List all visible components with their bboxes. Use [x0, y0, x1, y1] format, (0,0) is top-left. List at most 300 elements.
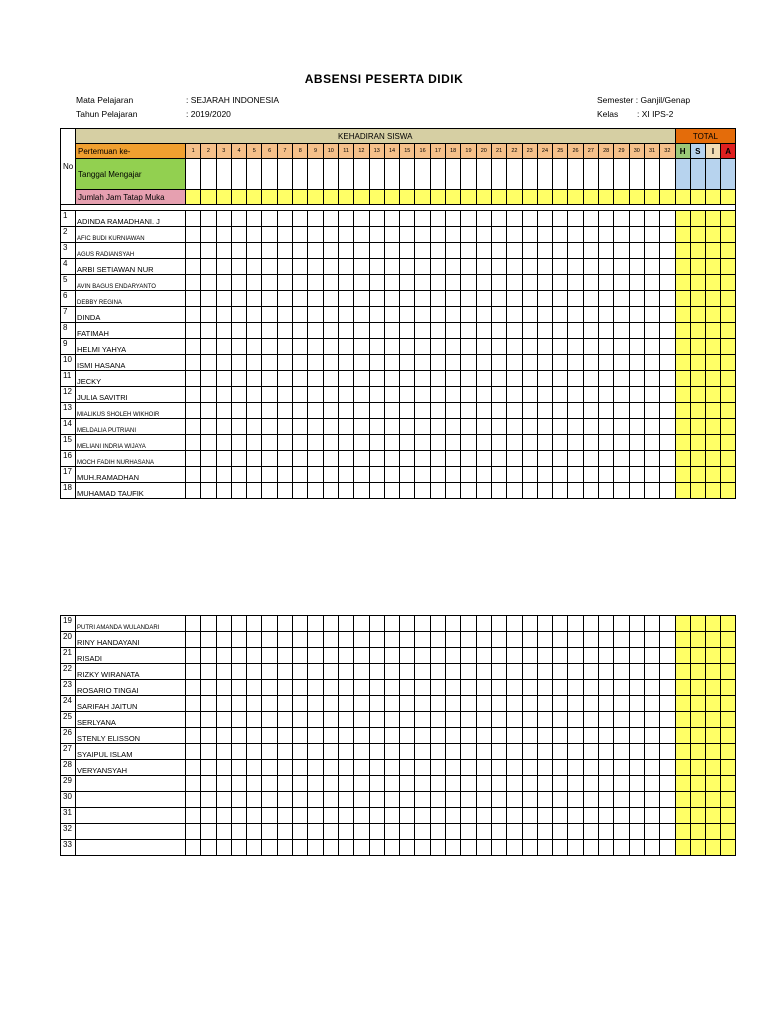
- attendance-cell[interactable]: [400, 435, 415, 451]
- attendance-cell[interactable]: [216, 696, 231, 712]
- attendance-cell[interactable]: [629, 227, 644, 243]
- attendance-cell[interactable]: [308, 275, 323, 291]
- attendance-cell[interactable]: [507, 648, 522, 664]
- hours-cell[interactable]: [262, 190, 277, 205]
- attendance-cell[interactable]: [537, 387, 552, 403]
- attendance-cell[interactable]: [614, 808, 629, 824]
- attendance-cell[interactable]: [507, 792, 522, 808]
- attendance-cell[interactable]: [522, 840, 537, 856]
- attendance-cell[interactable]: [415, 403, 430, 419]
- attendance-cell[interactable]: [583, 291, 598, 307]
- attendance-cell[interactable]: [308, 744, 323, 760]
- attendance-cell[interactable]: [660, 632, 675, 648]
- attendance-cell[interactable]: [614, 616, 629, 632]
- attendance-cell[interactable]: [430, 744, 445, 760]
- attendance-cell[interactable]: [338, 632, 353, 648]
- attendance-cell[interactable]: [415, 467, 430, 483]
- attendance-cell[interactable]: [277, 776, 292, 792]
- attendance-cell[interactable]: [461, 760, 476, 776]
- attendance-cell[interactable]: [400, 275, 415, 291]
- attendance-cell[interactable]: [614, 664, 629, 680]
- attendance-cell[interactable]: [369, 419, 384, 435]
- attendance-cell[interactable]: [522, 259, 537, 275]
- attendance-cell[interactable]: [599, 664, 614, 680]
- attendance-cell[interactable]: [415, 339, 430, 355]
- attendance-cell[interactable]: [430, 403, 445, 419]
- attendance-cell[interactable]: [384, 403, 399, 419]
- attendance-cell[interactable]: [430, 712, 445, 728]
- attendance-cell[interactable]: [293, 371, 308, 387]
- attendance-cell[interactable]: [277, 792, 292, 808]
- attendance-cell[interactable]: [599, 371, 614, 387]
- attendance-cell[interactable]: [476, 664, 491, 680]
- attendance-cell[interactable]: [186, 728, 201, 744]
- attendance-cell[interactable]: [369, 339, 384, 355]
- attendance-cell[interactable]: [354, 632, 369, 648]
- attendance-cell[interactable]: [629, 776, 644, 792]
- attendance-cell[interactable]: [308, 728, 323, 744]
- attendance-cell[interactable]: [247, 728, 262, 744]
- attendance-cell[interactable]: [660, 355, 675, 371]
- attendance-cell[interactable]: [629, 712, 644, 728]
- attendance-cell[interactable]: [415, 243, 430, 259]
- hours-cell[interactable]: [629, 190, 644, 205]
- attendance-cell[interactable]: [338, 435, 353, 451]
- attendance-cell[interactable]: [553, 339, 568, 355]
- attendance-cell[interactable]: [262, 664, 277, 680]
- attendance-cell[interactable]: [400, 483, 415, 499]
- attendance-cell[interactable]: [629, 371, 644, 387]
- attendance-cell[interactable]: [644, 776, 659, 792]
- attendance-cell[interactable]: [262, 648, 277, 664]
- attendance-cell[interactable]: [323, 435, 338, 451]
- attendance-cell[interactable]: [599, 403, 614, 419]
- attendance-cell[interactable]: [216, 483, 231, 499]
- attendance-cell[interactable]: [507, 355, 522, 371]
- attendance-cell[interactable]: [308, 776, 323, 792]
- attendance-cell[interactable]: [583, 776, 598, 792]
- attendance-cell[interactable]: [507, 680, 522, 696]
- attendance-cell[interactable]: [522, 275, 537, 291]
- attendance-cell[interactable]: [491, 291, 506, 307]
- attendance-cell[interactable]: [660, 792, 675, 808]
- attendance-cell[interactable]: [186, 776, 201, 792]
- attendance-cell[interactable]: [369, 403, 384, 419]
- attendance-cell[interactable]: [476, 840, 491, 856]
- attendance-cell[interactable]: [384, 227, 399, 243]
- attendance-cell[interactable]: [461, 696, 476, 712]
- attendance-cell[interactable]: [430, 259, 445, 275]
- attendance-cell[interactable]: [186, 760, 201, 776]
- attendance-cell[interactable]: [415, 419, 430, 435]
- attendance-cell[interactable]: [369, 227, 384, 243]
- attendance-cell[interactable]: [369, 483, 384, 499]
- attendance-cell[interactable]: [186, 371, 201, 387]
- attendance-cell[interactable]: [476, 227, 491, 243]
- attendance-cell[interactable]: [507, 760, 522, 776]
- attendance-cell[interactable]: [354, 680, 369, 696]
- attendance-cell[interactable]: [308, 355, 323, 371]
- attendance-cell[interactable]: [461, 387, 476, 403]
- attendance-cell[interactable]: [614, 840, 629, 856]
- attendance-cell[interactable]: [553, 632, 568, 648]
- hours-cell[interactable]: [354, 190, 369, 205]
- attendance-cell[interactable]: [537, 211, 552, 227]
- attendance-cell[interactable]: [491, 744, 506, 760]
- attendance-cell[interactable]: [354, 648, 369, 664]
- attendance-cell[interactable]: [323, 696, 338, 712]
- attendance-cell[interactable]: [599, 808, 614, 824]
- attendance-cell[interactable]: [430, 680, 445, 696]
- attendance-cell[interactable]: [415, 483, 430, 499]
- attendance-cell[interactable]: [400, 712, 415, 728]
- attendance-cell[interactable]: [216, 467, 231, 483]
- attendance-cell[interactable]: [277, 451, 292, 467]
- attendance-cell[interactable]: [384, 291, 399, 307]
- attendance-cell[interactable]: [446, 760, 461, 776]
- attendance-cell[interactable]: [491, 275, 506, 291]
- attendance-cell[interactable]: [461, 371, 476, 387]
- attendance-cell[interactable]: [354, 776, 369, 792]
- attendance-cell[interactable]: [415, 259, 430, 275]
- attendance-cell[interactable]: [186, 664, 201, 680]
- hours-cell[interactable]: [323, 190, 338, 205]
- attendance-cell[interactable]: [537, 371, 552, 387]
- attendance-cell[interactable]: [491, 227, 506, 243]
- attendance-cell[interactable]: [247, 696, 262, 712]
- attendance-cell[interactable]: [323, 243, 338, 259]
- attendance-cell[interactable]: [476, 776, 491, 792]
- attendance-cell[interactable]: [262, 371, 277, 387]
- attendance-cell[interactable]: [599, 760, 614, 776]
- attendance-cell[interactable]: [553, 371, 568, 387]
- attendance-cell[interactable]: [216, 243, 231, 259]
- attendance-cell[interactable]: [629, 291, 644, 307]
- attendance-cell[interactable]: [660, 680, 675, 696]
- attendance-cell[interactable]: [644, 664, 659, 680]
- attendance-cell[interactable]: [522, 419, 537, 435]
- attendance-cell[interactable]: [430, 291, 445, 307]
- attendance-cell[interactable]: [216, 451, 231, 467]
- attendance-cell[interactable]: [553, 435, 568, 451]
- attendance-cell[interactable]: [369, 291, 384, 307]
- attendance-cell[interactable]: [323, 776, 338, 792]
- attendance-cell[interactable]: [201, 371, 216, 387]
- attendance-cell[interactable]: [476, 211, 491, 227]
- attendance-cell[interactable]: [415, 808, 430, 824]
- attendance-cell[interactable]: [308, 696, 323, 712]
- attendance-cell[interactable]: [599, 648, 614, 664]
- hours-cell[interactable]: [216, 190, 231, 205]
- attendance-cell[interactable]: [537, 632, 552, 648]
- attendance-cell[interactable]: [553, 451, 568, 467]
- attendance-cell[interactable]: [369, 792, 384, 808]
- attendance-cell[interactable]: [461, 275, 476, 291]
- attendance-cell[interactable]: [583, 712, 598, 728]
- attendance-cell[interactable]: [201, 792, 216, 808]
- attendance-cell[interactable]: [446, 792, 461, 808]
- attendance-cell[interactable]: [491, 307, 506, 323]
- attendance-cell[interactable]: [293, 227, 308, 243]
- attendance-cell[interactable]: [614, 387, 629, 403]
- attendance-cell[interactable]: [491, 339, 506, 355]
- attendance-cell[interactable]: [384, 387, 399, 403]
- attendance-cell[interactable]: [400, 243, 415, 259]
- attendance-cell[interactable]: [599, 744, 614, 760]
- attendance-cell[interactable]: [415, 227, 430, 243]
- attendance-cell[interactable]: [338, 616, 353, 632]
- attendance-cell[interactable]: [231, 467, 246, 483]
- date-cell[interactable]: [231, 159, 246, 190]
- attendance-cell[interactable]: [415, 632, 430, 648]
- attendance-cell[interactable]: [354, 712, 369, 728]
- attendance-cell[interactable]: [201, 728, 216, 744]
- attendance-cell[interactable]: [354, 696, 369, 712]
- attendance-cell[interactable]: [568, 291, 583, 307]
- attendance-cell[interactable]: [491, 824, 506, 840]
- attendance-cell[interactable]: [293, 339, 308, 355]
- attendance-cell[interactable]: [201, 419, 216, 435]
- attendance-cell[interactable]: [277, 664, 292, 680]
- attendance-cell[interactable]: [507, 403, 522, 419]
- attendance-cell[interactable]: [323, 275, 338, 291]
- attendance-cell[interactable]: [216, 776, 231, 792]
- attendance-cell[interactable]: [614, 744, 629, 760]
- attendance-cell[interactable]: [461, 323, 476, 339]
- date-cell[interactable]: [384, 159, 399, 190]
- attendance-cell[interactable]: [354, 792, 369, 808]
- date-cell[interactable]: [629, 159, 644, 190]
- attendance-cell[interactable]: [568, 275, 583, 291]
- hours-cell[interactable]: [507, 190, 522, 205]
- attendance-cell[interactable]: [553, 483, 568, 499]
- attendance-cell[interactable]: [400, 355, 415, 371]
- attendance-cell[interactable]: [446, 648, 461, 664]
- attendance-cell[interactable]: [614, 760, 629, 776]
- attendance-cell[interactable]: [247, 243, 262, 259]
- attendance-cell[interactable]: [476, 291, 491, 307]
- attendance-cell[interactable]: [369, 824, 384, 840]
- attendance-cell[interactable]: [537, 275, 552, 291]
- attendance-cell[interactable]: [553, 696, 568, 712]
- attendance-cell[interactable]: [400, 451, 415, 467]
- attendance-cell[interactable]: [522, 824, 537, 840]
- attendance-cell[interactable]: [430, 419, 445, 435]
- attendance-cell[interactable]: [186, 387, 201, 403]
- attendance-cell[interactable]: [338, 451, 353, 467]
- attendance-cell[interactable]: [507, 808, 522, 824]
- attendance-cell[interactable]: [644, 291, 659, 307]
- attendance-cell[interactable]: [338, 291, 353, 307]
- attendance-cell[interactable]: [216, 323, 231, 339]
- attendance-cell[interactable]: [476, 243, 491, 259]
- attendance-cell[interactable]: [400, 648, 415, 664]
- attendance-cell[interactable]: [614, 307, 629, 323]
- attendance-cell[interactable]: [491, 259, 506, 275]
- attendance-cell[interactable]: [599, 712, 614, 728]
- attendance-cell[interactable]: [247, 371, 262, 387]
- attendance-cell[interactable]: [446, 616, 461, 632]
- attendance-cell[interactable]: [338, 728, 353, 744]
- attendance-cell[interactable]: [568, 664, 583, 680]
- attendance-cell[interactable]: [231, 824, 246, 840]
- attendance-cell[interactable]: [522, 728, 537, 744]
- attendance-cell[interactable]: [537, 435, 552, 451]
- attendance-cell[interactable]: [384, 259, 399, 275]
- attendance-cell[interactable]: [476, 616, 491, 632]
- attendance-cell[interactable]: [338, 696, 353, 712]
- attendance-cell[interactable]: [201, 323, 216, 339]
- attendance-cell[interactable]: [476, 760, 491, 776]
- attendance-cell[interactable]: [293, 419, 308, 435]
- attendance-cell[interactable]: [216, 259, 231, 275]
- attendance-cell[interactable]: [599, 696, 614, 712]
- attendance-cell[interactable]: [247, 435, 262, 451]
- attendance-cell[interactable]: [537, 696, 552, 712]
- attendance-cell[interactable]: [660, 483, 675, 499]
- hours-cell[interactable]: [415, 190, 430, 205]
- attendance-cell[interactable]: [507, 227, 522, 243]
- attendance-cell[interactable]: [629, 664, 644, 680]
- date-cell[interactable]: [186, 159, 201, 190]
- attendance-cell[interactable]: [644, 259, 659, 275]
- attendance-cell[interactable]: [446, 435, 461, 451]
- attendance-cell[interactable]: [201, 483, 216, 499]
- attendance-cell[interactable]: [262, 776, 277, 792]
- attendance-cell[interactable]: [644, 243, 659, 259]
- attendance-cell[interactable]: [384, 451, 399, 467]
- attendance-cell[interactable]: [629, 275, 644, 291]
- attendance-cell[interactable]: [430, 307, 445, 323]
- attendance-cell[interactable]: [216, 680, 231, 696]
- attendance-cell[interactable]: [537, 680, 552, 696]
- attendance-cell[interactable]: [491, 403, 506, 419]
- attendance-cell[interactable]: [308, 664, 323, 680]
- attendance-cell[interactable]: [247, 632, 262, 648]
- attendance-cell[interactable]: [400, 808, 415, 824]
- attendance-cell[interactable]: [308, 451, 323, 467]
- hours-cell[interactable]: [186, 190, 201, 205]
- attendance-cell[interactable]: [216, 403, 231, 419]
- attendance-cell[interactable]: [247, 808, 262, 824]
- attendance-cell[interactable]: [553, 307, 568, 323]
- attendance-cell[interactable]: [507, 451, 522, 467]
- attendance-cell[interactable]: [384, 808, 399, 824]
- attendance-cell[interactable]: [323, 291, 338, 307]
- attendance-cell[interactable]: [247, 840, 262, 856]
- attendance-cell[interactable]: [400, 760, 415, 776]
- attendance-cell[interactable]: [660, 728, 675, 744]
- attendance-cell[interactable]: [216, 419, 231, 435]
- attendance-cell[interactable]: [277, 243, 292, 259]
- attendance-cell[interactable]: [614, 339, 629, 355]
- attendance-cell[interactable]: [415, 664, 430, 680]
- attendance-cell[interactable]: [247, 467, 262, 483]
- attendance-cell[interactable]: [384, 648, 399, 664]
- attendance-cell[interactable]: [369, 616, 384, 632]
- attendance-cell[interactable]: [323, 259, 338, 275]
- attendance-cell[interactable]: [216, 792, 231, 808]
- attendance-cell[interactable]: [247, 664, 262, 680]
- attendance-cell[interactable]: [247, 275, 262, 291]
- attendance-cell[interactable]: [400, 632, 415, 648]
- attendance-cell[interactable]: [323, 824, 338, 840]
- attendance-cell[interactable]: [277, 371, 292, 387]
- attendance-cell[interactable]: [400, 776, 415, 792]
- attendance-cell[interactable]: [660, 211, 675, 227]
- attendance-cell[interactable]: [308, 387, 323, 403]
- attendance-cell[interactable]: [262, 243, 277, 259]
- attendance-cell[interactable]: [644, 840, 659, 856]
- attendance-cell[interactable]: [247, 323, 262, 339]
- attendance-cell[interactable]: [629, 728, 644, 744]
- attendance-cell[interactable]: [415, 435, 430, 451]
- attendance-cell[interactable]: [262, 307, 277, 323]
- attendance-cell[interactable]: [568, 632, 583, 648]
- attendance-cell[interactable]: [216, 435, 231, 451]
- attendance-cell[interactable]: [415, 371, 430, 387]
- attendance-cell[interactable]: [599, 792, 614, 808]
- attendance-cell[interactable]: [277, 616, 292, 632]
- attendance-cell[interactable]: [277, 680, 292, 696]
- attendance-cell[interactable]: [201, 840, 216, 856]
- date-cell[interactable]: [262, 159, 277, 190]
- attendance-cell[interactable]: [476, 419, 491, 435]
- attendance-cell[interactable]: [629, 259, 644, 275]
- attendance-cell[interactable]: [201, 291, 216, 307]
- date-cell[interactable]: [522, 159, 537, 190]
- attendance-cell[interactable]: [629, 307, 644, 323]
- attendance-cell[interactable]: [644, 307, 659, 323]
- attendance-cell[interactable]: [522, 387, 537, 403]
- attendance-cell[interactable]: [308, 648, 323, 664]
- attendance-cell[interactable]: [323, 419, 338, 435]
- attendance-cell[interactable]: [262, 632, 277, 648]
- attendance-cell[interactable]: [277, 291, 292, 307]
- attendance-cell[interactable]: [568, 760, 583, 776]
- attendance-cell[interactable]: [369, 211, 384, 227]
- attendance-cell[interactable]: [400, 339, 415, 355]
- attendance-cell[interactable]: [522, 744, 537, 760]
- attendance-cell[interactable]: [644, 467, 659, 483]
- attendance-cell[interactable]: [430, 275, 445, 291]
- attendance-cell[interactable]: [186, 451, 201, 467]
- attendance-cell[interactable]: [614, 632, 629, 648]
- attendance-cell[interactable]: [308, 307, 323, 323]
- attendance-cell[interactable]: [491, 840, 506, 856]
- attendance-cell[interactable]: [323, 211, 338, 227]
- attendance-cell[interactable]: [231, 371, 246, 387]
- attendance-cell[interactable]: [277, 307, 292, 323]
- attendance-cell[interactable]: [216, 291, 231, 307]
- attendance-cell[interactable]: [262, 744, 277, 760]
- attendance-cell[interactable]: [369, 696, 384, 712]
- attendance-cell[interactable]: [553, 824, 568, 840]
- attendance-cell[interactable]: [644, 616, 659, 632]
- attendance-cell[interactable]: [201, 632, 216, 648]
- attendance-cell[interactable]: [247, 211, 262, 227]
- attendance-cell[interactable]: [415, 355, 430, 371]
- attendance-cell[interactable]: [660, 648, 675, 664]
- attendance-cell[interactable]: [216, 307, 231, 323]
- attendance-cell[interactable]: [369, 451, 384, 467]
- attendance-cell[interactable]: [262, 323, 277, 339]
- attendance-cell[interactable]: [583, 792, 598, 808]
- attendance-cell[interactable]: [522, 792, 537, 808]
- attendance-cell[interactable]: [629, 451, 644, 467]
- hours-cell[interactable]: [537, 190, 552, 205]
- attendance-cell[interactable]: [277, 227, 292, 243]
